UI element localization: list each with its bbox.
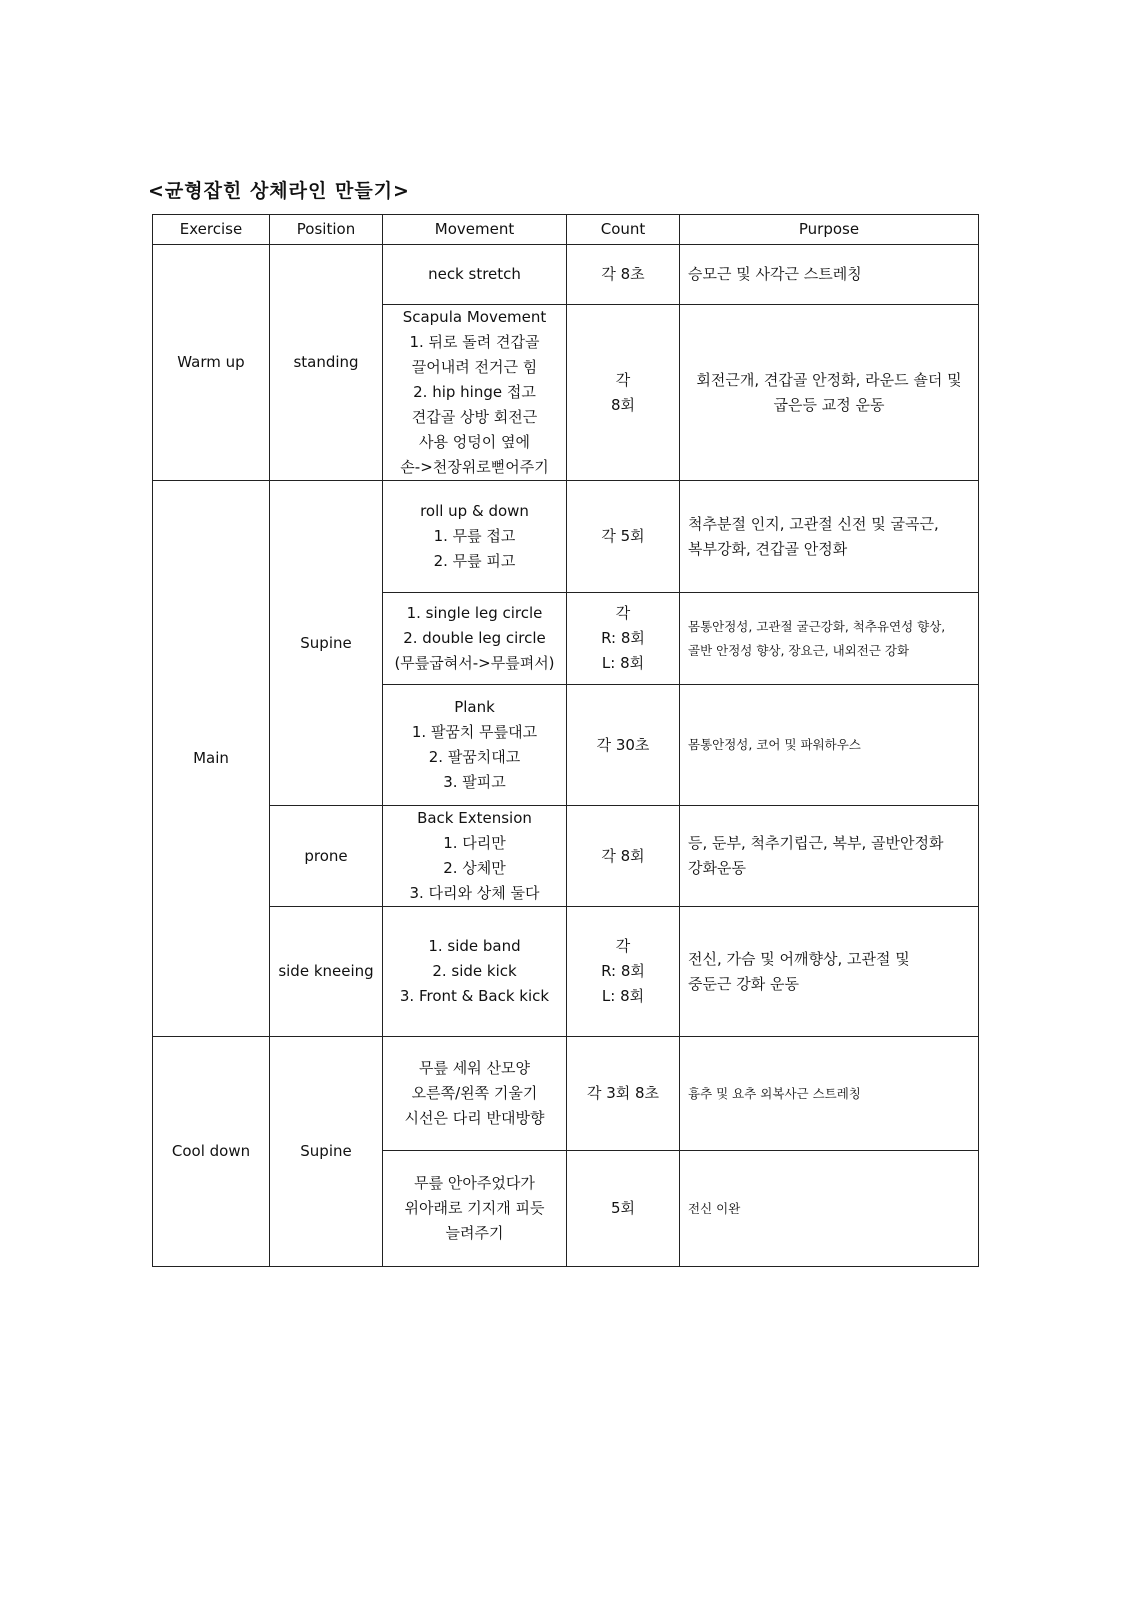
position-cell-side-kneeing: side kneeing: [270, 907, 383, 1037]
purpose-cell: [680, 593, 979, 685]
movement-line: 3. 다리와 상체 둘다: [409, 884, 540, 902]
purpose-line: 전신 이완: [688, 1200, 741, 1216]
document-title: <균형잡힌 상체라인 만들기>: [148, 180, 410, 202]
movement-cell: [383, 1151, 567, 1267]
purpose-line: 회전근개, 견갑골 안정화, 라운드 숄더 및: [696, 370, 962, 389]
purpose-line: 굽은등 교정 운동: [773, 395, 885, 414]
movement-line: 3. 팔피고: [443, 773, 506, 791]
movement-line: 1. 팔꿈치 무릎대고: [411, 723, 538, 741]
count-line: 각: [615, 604, 631, 622]
movement-cell: [383, 907, 567, 1037]
purpose-line: 흉추 및 요추 외복사근 스트레칭: [688, 1085, 861, 1101]
count-line: R: 8회: [601, 629, 645, 647]
count-line: L: 8회: [601, 654, 645, 672]
purpose-cell: [680, 1037, 979, 1151]
count-cell: [567, 1151, 680, 1267]
purpose-cell: [680, 907, 979, 1037]
count-cell: [567, 806, 680, 907]
purpose-cell: [680, 245, 979, 305]
count-line: 각 8회: [601, 846, 645, 865]
count-line: R: 8회: [601, 962, 645, 980]
movement-line: 2. 상체만: [443, 859, 506, 877]
movement-line: (무릎굽혀서->무릎펴서): [394, 654, 555, 672]
count-cell: [567, 907, 680, 1037]
count-line: 각 30초: [596, 735, 650, 754]
movement-line: 1. side band: [428, 937, 521, 955]
movement-line: 위아래로 기지개 피듯: [404, 1199, 545, 1217]
count-cell: [567, 245, 680, 305]
count-line: 5회: [610, 1199, 636, 1217]
purpose-line: 등, 둔부, 척추기립근, 복부, 골반안정화: [688, 834, 944, 852]
count-line: 각: [615, 370, 631, 389]
position-cell-prone: prone: [270, 806, 383, 907]
count-cell: [567, 593, 680, 685]
purpose-line: 몸통안정성, 고관절 굴근강화, 척추유연성 향상,: [688, 618, 946, 634]
count-cell: [567, 1037, 680, 1151]
movement-line: neck stretch: [428, 265, 521, 283]
purpose-cell: [680, 685, 979, 806]
header-movement: Movement: [383, 215, 567, 245]
table-header-row: [153, 215, 979, 245]
count-cell: [567, 481, 680, 593]
table-row: [153, 907, 979, 1037]
movement-line: 2. 팔꿈치대고: [428, 748, 521, 766]
movement-line: Scapula Movement: [402, 308, 547, 326]
position-cell-supine: Supine: [270, 1037, 383, 1267]
header-exercise: Exercise: [153, 215, 270, 245]
position-cell-supine: Supine: [270, 481, 383, 806]
purpose-line: 몸통안정성, 코어 및 파워하우스: [688, 737, 861, 752]
movement-cell: [383, 245, 567, 305]
purpose-line: 중둔근 강화 운동: [688, 974, 799, 993]
movement-line: 1. single leg circle: [406, 604, 543, 622]
movement-cell: [383, 593, 567, 685]
movement-line: 3. Front & Back kick: [399, 987, 550, 1005]
movement-line: 2. double leg circle: [403, 629, 546, 647]
header-purpose: Purpose: [680, 215, 979, 245]
movement-line: Back Extension: [417, 809, 532, 827]
count-line: 각: [615, 937, 631, 955]
purpose-cell: [680, 305, 979, 481]
movement-line: Plank: [454, 698, 495, 716]
movement-line: 1. 무릎 접고: [433, 527, 516, 545]
purpose-line: 골반 안정성 향상, 장요근, 내외전근 강화: [688, 642, 910, 658]
movement-line: 무릎 세워 산모양: [419, 1059, 530, 1077]
purpose-line: 승모근 및 사각근 스트레칭: [688, 265, 862, 283]
purpose-line: 척추분절 인지, 고관절 신전 및 굴곡근,: [688, 514, 939, 533]
movement-line: 늘려주기: [445, 1224, 504, 1242]
movement-cell: [383, 685, 567, 806]
movement-line: 손->천장위로뻗어주기: [400, 458, 549, 476]
header-count: Count: [567, 215, 680, 245]
table-row: [153, 1037, 979, 1151]
purpose-line: 복부강화, 견갑골 안정화: [688, 539, 848, 558]
table-row: [153, 806, 979, 907]
movement-cell: [383, 1037, 567, 1151]
movement-line: 견갑골 상방 회전근: [411, 408, 538, 426]
purpose-cell: [680, 806, 979, 907]
table-row: [153, 481, 979, 593]
count-line: 각 8초: [601, 265, 645, 283]
purpose-line: 전신, 가슴 및 어깨향상, 고관절 및: [688, 949, 910, 968]
movement-cell: [383, 806, 567, 907]
exercise-table: [152, 214, 979, 1267]
purpose-cell: [680, 1151, 979, 1267]
exercise-cell-main: Main: [153, 481, 270, 1037]
exercise-cell-cool-down: Cool down: [153, 1037, 270, 1267]
count-line: 8회: [610, 395, 636, 414]
purpose-cell: [680, 481, 979, 593]
count-line: 각 3회 8초: [586, 1084, 660, 1102]
movement-line: 2. side kick: [432, 962, 517, 980]
count-cell: [567, 305, 680, 481]
movement-cell: [383, 305, 567, 481]
count-cell: [567, 685, 680, 806]
movement-line: 끌어내려 전거근 힘: [411, 358, 538, 376]
movement-line: 시선은 다리 반대방향: [404, 1109, 545, 1127]
header-position: Position: [270, 215, 383, 245]
count-line: 각 5회: [601, 527, 645, 545]
movement-line: 무릎 안아주었다가: [414, 1174, 535, 1192]
position-cell-standing: standing: [270, 245, 383, 481]
movement-line: roll up & down: [420, 502, 529, 520]
movement-line: 1. 다리만: [443, 834, 506, 852]
movement-line: 사용 엉덩이 옆에: [419, 433, 530, 451]
movement-line: 오른쪽/왼쪽 기울기: [411, 1084, 538, 1102]
movement-line: 2. hip hinge 접고: [413, 383, 536, 401]
movement-line: 1. 뒤로 돌려 견갑골: [409, 333, 540, 351]
purpose-line: 강화운동: [688, 859, 746, 877]
movement-line: 2. 무릎 피고: [433, 552, 516, 570]
exercise-cell-warm-up: Warm up: [153, 245, 270, 481]
movement-cell: [383, 481, 567, 593]
count-line: L: 8회: [601, 987, 645, 1005]
table-row: [153, 245, 979, 305]
